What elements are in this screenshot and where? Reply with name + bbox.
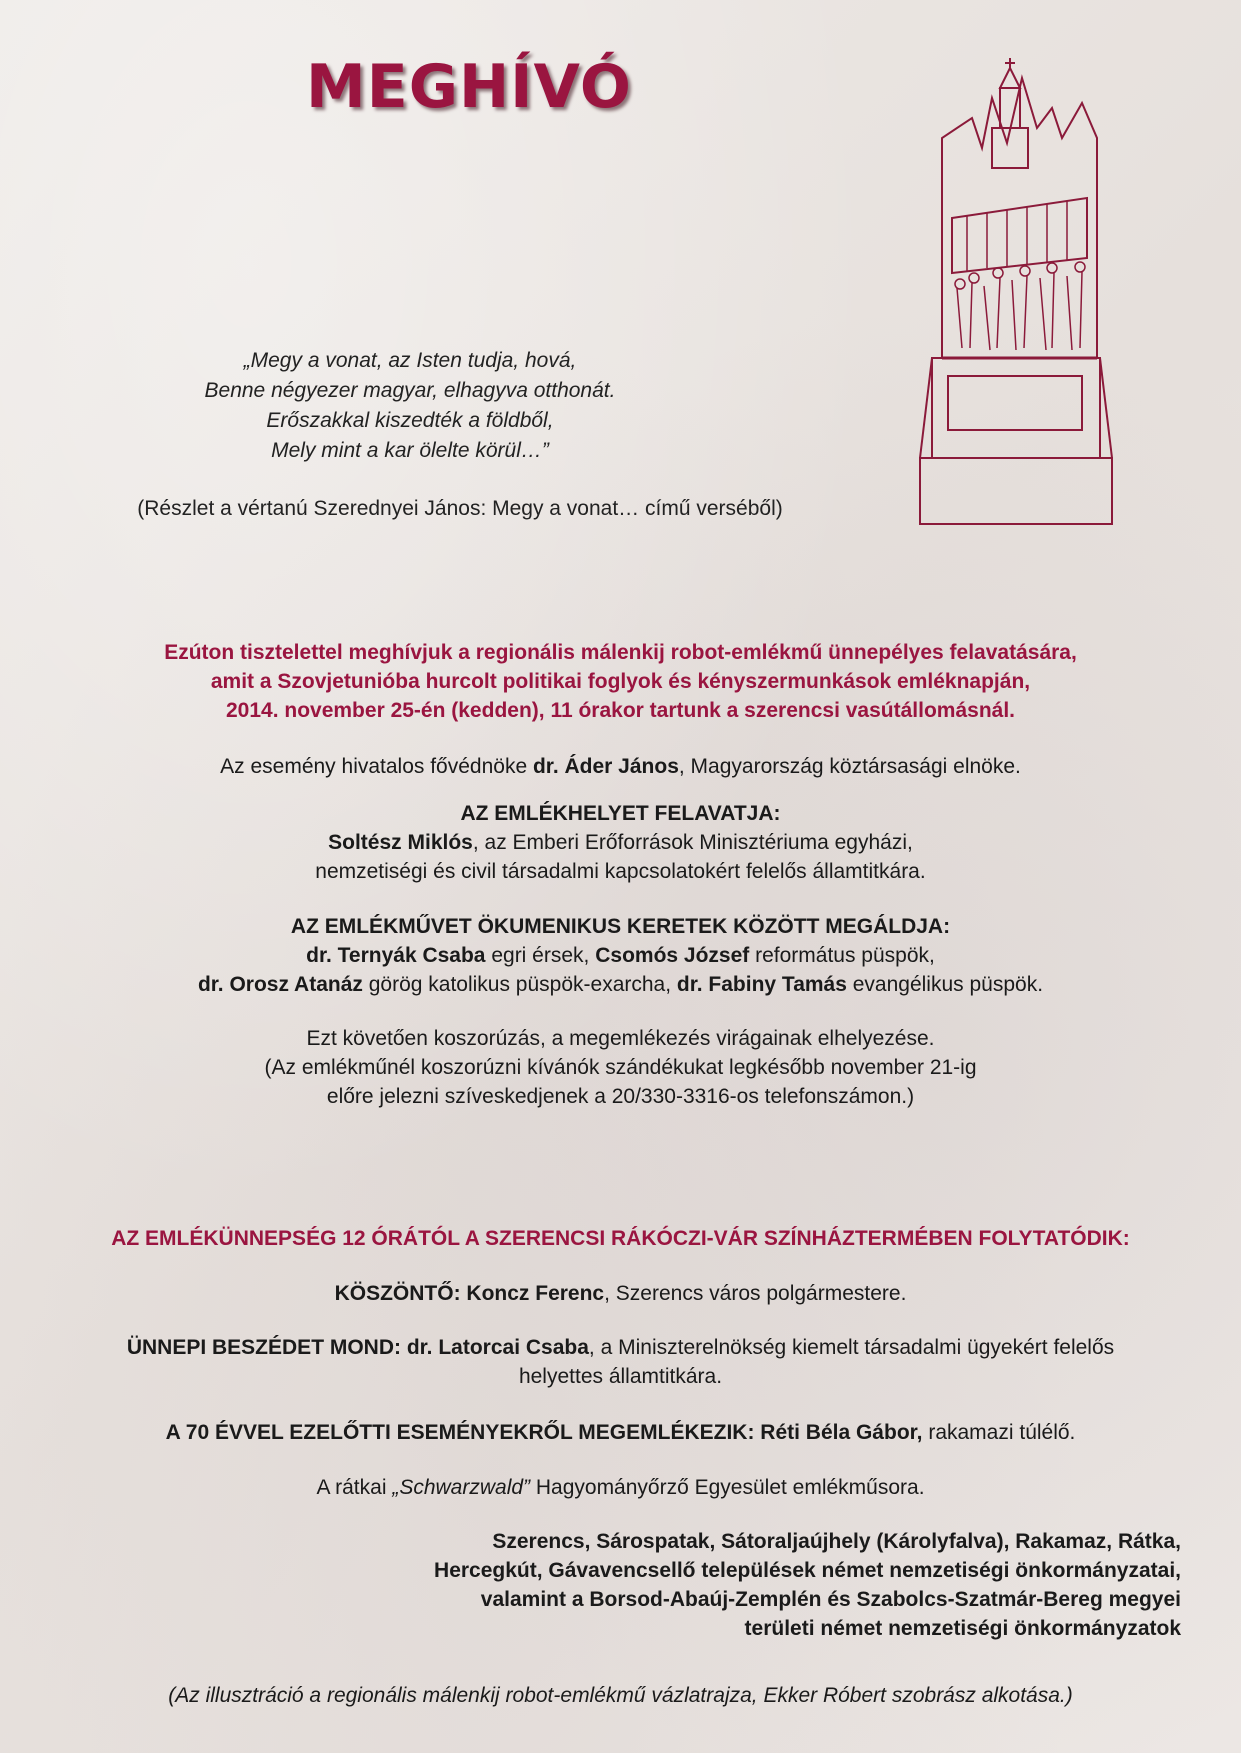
organizer-line: valamint a Borsod-Abaúj-Zemplén és Szabolcs-Szatmár-Bereg megyei (480, 1588, 1181, 1611)
wreath-section (40, 1024, 1201, 1111)
poem-line: Benne négyezer magyar, elhagyva otthonát. (204, 379, 616, 402)
invitation-line: amit a Szovjetunióba hurcolt politikai foglyok és kényszermunkások emléknapján, (210, 670, 1031, 693)
blessing-heading: AZ EMLÉKMŰVET ÖKUMENIKUS KERETEK KÖZÖTT MEGÁLDJA: (290, 915, 951, 938)
poem-quote (200, 346, 620, 466)
clergy-name: Csomós József (595, 944, 750, 967)
inaugurator-heading: AZ EMLÉKHELYET FELAVATJA: (460, 802, 781, 825)
program-line: A rátkai „Schwarzwald” Hagyományőrző Egyesület emlékműsora. (316, 1476, 925, 1499)
speech-section: ÜNNEPI BESZÉDET MOND: dr. Latorcai Csaba, a Miniszterelnökség kiemelt társadalmi ügyekért felelős helyettes államtitkára. (40, 1333, 1201, 1391)
clergy-name: dr. Ternyák Csaba (306, 944, 486, 967)
wreath-line: Ezt követően koszorúzás, a megemlékezés virágainak elhelyezése. (306, 1027, 935, 1050)
continuation-heading: AZ EMLÉKÜNNEPSÉG 12 ÓRÁTÓL A SZERENCSI RÁKÓCZI-VÁR SZÍNHÁZTERMÉBEN FOLYTATÓDIK: (111, 1227, 1130, 1250)
inaugurator-name: Soltész Miklós (328, 831, 473, 854)
invitation-text (40, 638, 1201, 725)
organizer-line: Hercegkút, Gávavencsellő települések német nemzetiségi önkormányzatai, (434, 1559, 1181, 1582)
page-title: MEGHÍVÓ (306, 52, 632, 122)
poem-line: Mely mint a kar ölelte körül…” (271, 439, 549, 462)
clergy-name: dr. Orosz Atanáz (197, 973, 363, 996)
blessing-section: AZ EMLÉKMŰVET ÖKUMENIKUS KERETEK KÖZÖTT MEGÁLDJA: dr. Ternyák Csaba egri érsek, Csomós József református püspök, dr. Orosz Atanáz görög katolikus püspök-exarcha, dr. Fabiny Tamás evangélikus püspök. (40, 912, 1201, 999)
clergy-name: dr. Fabiny Tamás (676, 973, 847, 996)
memory-line: A 70 ÉVVEL EZELŐTTI ESEMÉNYEKRŐL MEGEMLÉKEZIK: Réti Béla Gábor, rakamazi túlélő. (165, 1421, 1076, 1444)
wreath-line: előre jelezni szíveskedjenek a 20/330-3316-os telefonszámon.) (326, 1085, 915, 1108)
monument-sketch-illustration (912, 58, 1122, 528)
organizer-line: területi német nemzetiségi önkormányzatok (744, 1617, 1181, 1640)
speech-role: helyettes államtitkára. (518, 1365, 723, 1388)
poem-source: (Részlet a vértanú Szerednyei János: Megy a vonat… című verséből) (137, 497, 783, 520)
inaugurator-section: AZ EMLÉKHELYET FELAVATJA: Soltész Miklós, az Emberi Erőforrások Minisztériuma egyházi, nemzetiségi és civil társadalmi kapcsolatokért felelős államtitkára. (40, 799, 1201, 886)
organizers-list (281, 1527, 1181, 1643)
poem-line: Erőszakkal kiszedték a földből, (266, 409, 554, 432)
poem-line: „Megy a vonat, az Isten tudja, hová, (243, 349, 577, 372)
patron-name: dr. Áder János (532, 755, 679, 778)
invitation-line: 2014. november 25-én (kedden), 11 órakor tartunk a szerencsi vasútállomásnál. (225, 699, 1015, 722)
inaugurator-role: nemzetiségi és civil társadalmi kapcsolatokért felelős államtitkára. (315, 860, 926, 883)
organizer-line: Szerencs, Sárospatak, Sátoraljaújhely (Károlyfalva), Rakamaz, Rátka, (492, 1530, 1181, 1553)
wreath-line: (Az emlékműnél koszorúzni kívánók szándékukat legkésőbb november 21-ig (264, 1056, 977, 1079)
patron-line: Az esemény hivatalos fővédnöke dr. Áder János, Magyarország köztársasági elnöke. (220, 755, 1021, 778)
invitation-line: Ezúton tisztelettel meghívjuk a regionális málenkij robot-emlékmű ünnepélyes felavatására, (164, 641, 1077, 664)
footnote: (Az illusztráció a regionális málenkij robot-emlékmű vázlatrajza, Ekker Róbert szobrász alkotása.) (168, 1684, 1073, 1707)
greeting-line: KÖSZÖNTŐ: Koncz Ferenc, Szerencs város polgármestere. (334, 1282, 907, 1305)
